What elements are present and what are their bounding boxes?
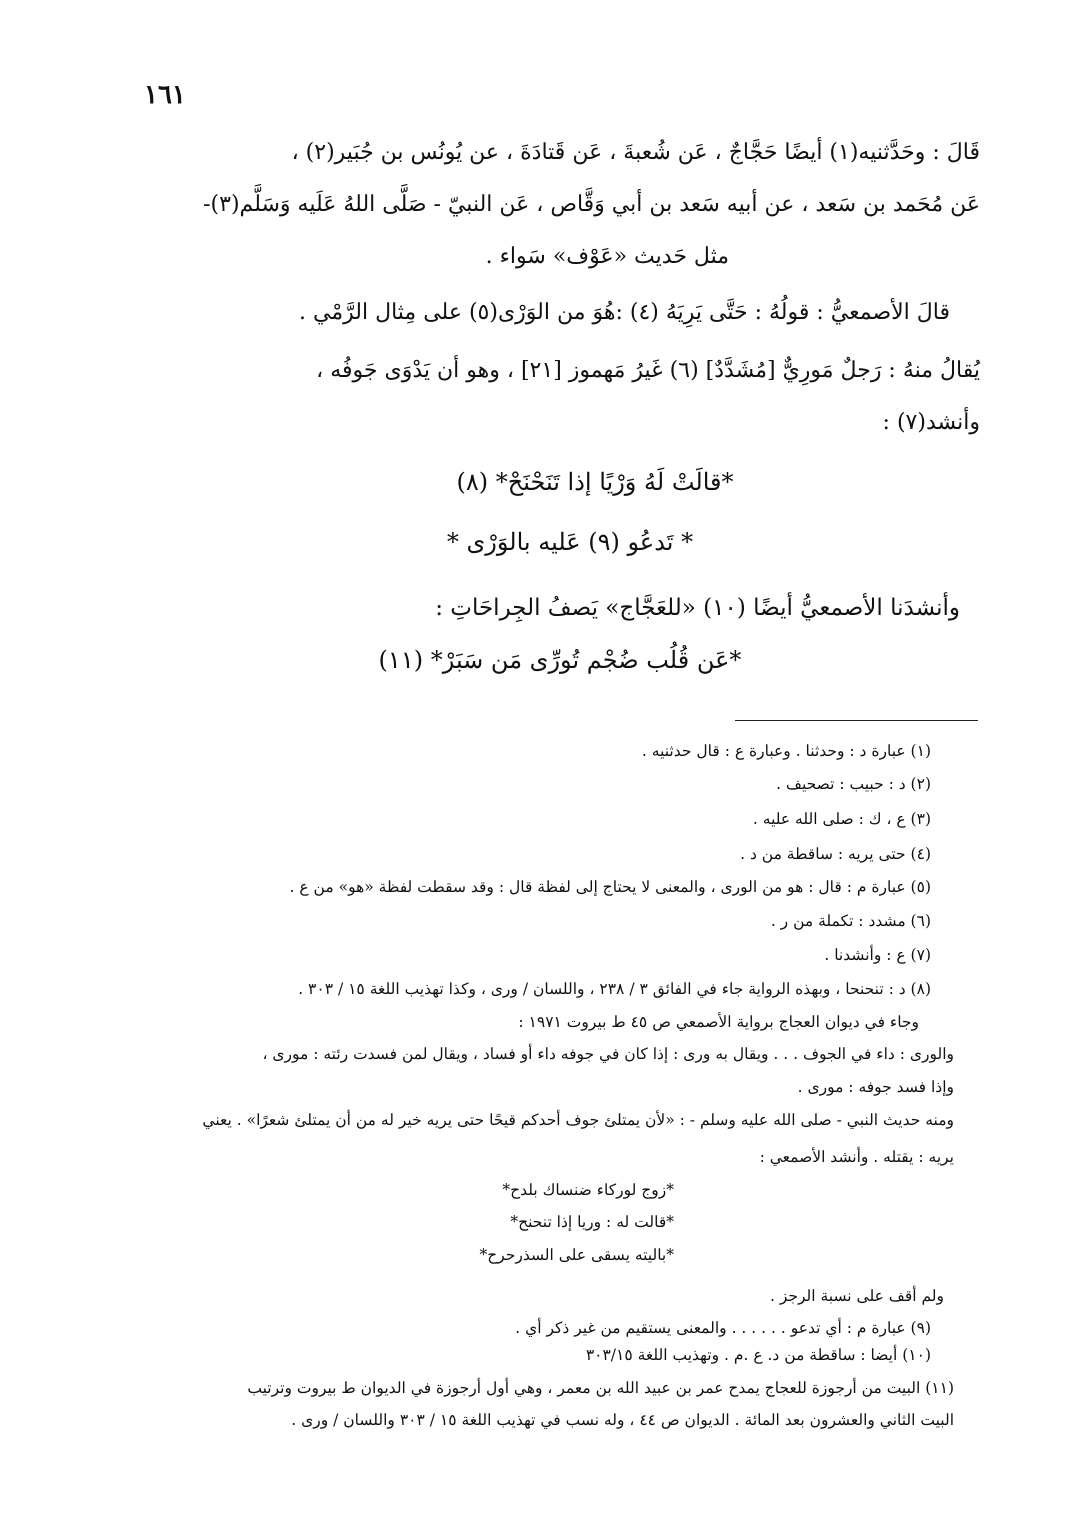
footnote-poem-line-1: *زوج لوركاء ضنساك بلدح* (502, 1181, 674, 1199)
footnote-8-line-4: وإذا فسد جوفه : مورى . (797, 1078, 954, 1096)
footnote-poem-line-2: *قالت له : وريا إذا تنحنح* (510, 1213, 674, 1231)
footnote-8-line-1: (٨) د : تنحنحا ، وبهذه الرواية جاء في الفائق ٣ / ٢٣٨ ، واللسان / ورى ، وكذا تهذيب اللغة ١٥ / ٣٠٣ . (298, 980, 931, 998)
footnote-4: (٤) حتى يريه : ساقطة من د . (740, 845, 931, 863)
footnote-3: (٣) ع ، ك : صلى الله عليه . (752, 810, 931, 828)
footnote-7: (٧) ع : وأنشدنا . (824, 946, 931, 964)
footnote-8-line-5: ومنه حديث النبي - صلى الله عليه وسلم - : «لأن يمتلئ جوف أحدكم قيحًا حتى يريه خير له من أن يمتلئ شعرًا» . يعني (202, 1111, 954, 1129)
footnote-8-line-3: والورى : داء في الجوف . . . ويقال به ورى : إذا كان في جوفه داء أو فساد ، ويقال لمن فسدت رئته : مورى ، (262, 1045, 954, 1063)
footnote-8-line-7: ولم أقف على نسبة الرجز . (770, 1287, 944, 1305)
footnote-10: (١٠) أيضا : ساقطة من د. ع .م . وتهذيب اللغة ٣٠٣/١٥ (585, 1346, 931, 1364)
footnote-6: (٦) مشدد : تكملة من ر . (770, 912, 931, 930)
footnote-2: (٢) د : حبيب : تصحيف . (776, 775, 931, 793)
footnote-5: (٥) عبارة م : قال : هو من الورى ، والمعنى لا يحتاج إلى لفظة قال : وقد سقطت لفظة «هو» من ع . (289, 878, 931, 896)
footnote-8-line-2: وجاء في ديوان العجاج برواية الأصمعي ص ٤٥ ط بيروت ١٩٧١ : (518, 1013, 919, 1031)
main-paragraph-2-line-3: وأنشد(٧) : (882, 410, 980, 435)
main-paragraph-2-line-2: يُقالُ منهُ : رَجلٌ مَورِيٌّ [مُشَدَّدٌ] (٦) غَيرُ مَهموز [٢١] ، وهو أن يَدْوَى جَوفُه ، (316, 358, 980, 383)
main-paragraph-1-line-1: قَالَ : وحَدَّثنيه(١) أيضًا حَجَّاجٌ ، عَن شُعبةَ ، عَن قَتادَةَ ، عن يُونُس بن جُبَير(٢) ، (291, 140, 980, 165)
footnote-1: (١) عبارة د : وحدثنا . وعبارة ع : قال حدثنيه . (641, 742, 931, 760)
main-paragraph-1-line-3: مثل حَديث «عَوْف» سَواء . (485, 244, 729, 269)
page-number: ١٦١ (144, 80, 186, 110)
footnote-11-line-2: البيت الثاني والعشرون بعد المائة . الديوان ص ٤٤ ، وله نسب في تهذيب اللغة ١٥ / ٣٠٣ واللسان / ورى . (291, 1411, 954, 1429)
verse-line-3: *عَن قُلُب ضُجْم تُورِّى مَن سَبَرْ* (١١) (378, 646, 742, 674)
main-paragraph-3: وأنشدَنا الأصمعيُّ أيضًا (١٠) «للعَجَّاج» يَصفُ الجِراحَاتِ : (435, 595, 960, 621)
footnote-9: (٩) عبارة م : أي تدعو . . . . . . والمعنى يستقيم من غير ذكر أي . (515, 1319, 931, 1337)
verse-line-2: * تَدعُو (٩) عَليه بالوَرْى * (446, 528, 694, 556)
main-paragraph-2-line-1: قالَ الأصمعيُّ : قولُهُ : حَتَّى يَرِيَهُ (٤) :هُوَ من الوَرْى(٥) على مِثال الرَّمْي . (299, 300, 950, 325)
footnote-divider (735, 720, 978, 721)
footnote-8-line-6: يريه : يقتله . وأنشد الأصمعي : (759, 1148, 954, 1166)
verse-line-1: *قالَتْ لَهُ وَرْيًا إذا تَنَحْنَحْ* (٨) (456, 468, 734, 496)
footnote-poem-line-3: *باليته يسقى على السذرحرح* (479, 1246, 674, 1264)
footnote-11-line-1: (١١) البيت من أرجوزة للعجاج يمدح عمر بن عبيد الله بن معمر ، وهي أول أرجوزة في الديوان ط بيروت وترتيب (247, 1379, 954, 1397)
main-paragraph-1-line-2: عَن مُحَمد بن سَعد ، عن أبيه سَعد بن أبي وَقَّاص ، عَن النبيّ - صَلَّى اللهُ عَلَيه وَسَلَّم(٣)- (203, 192, 980, 217)
